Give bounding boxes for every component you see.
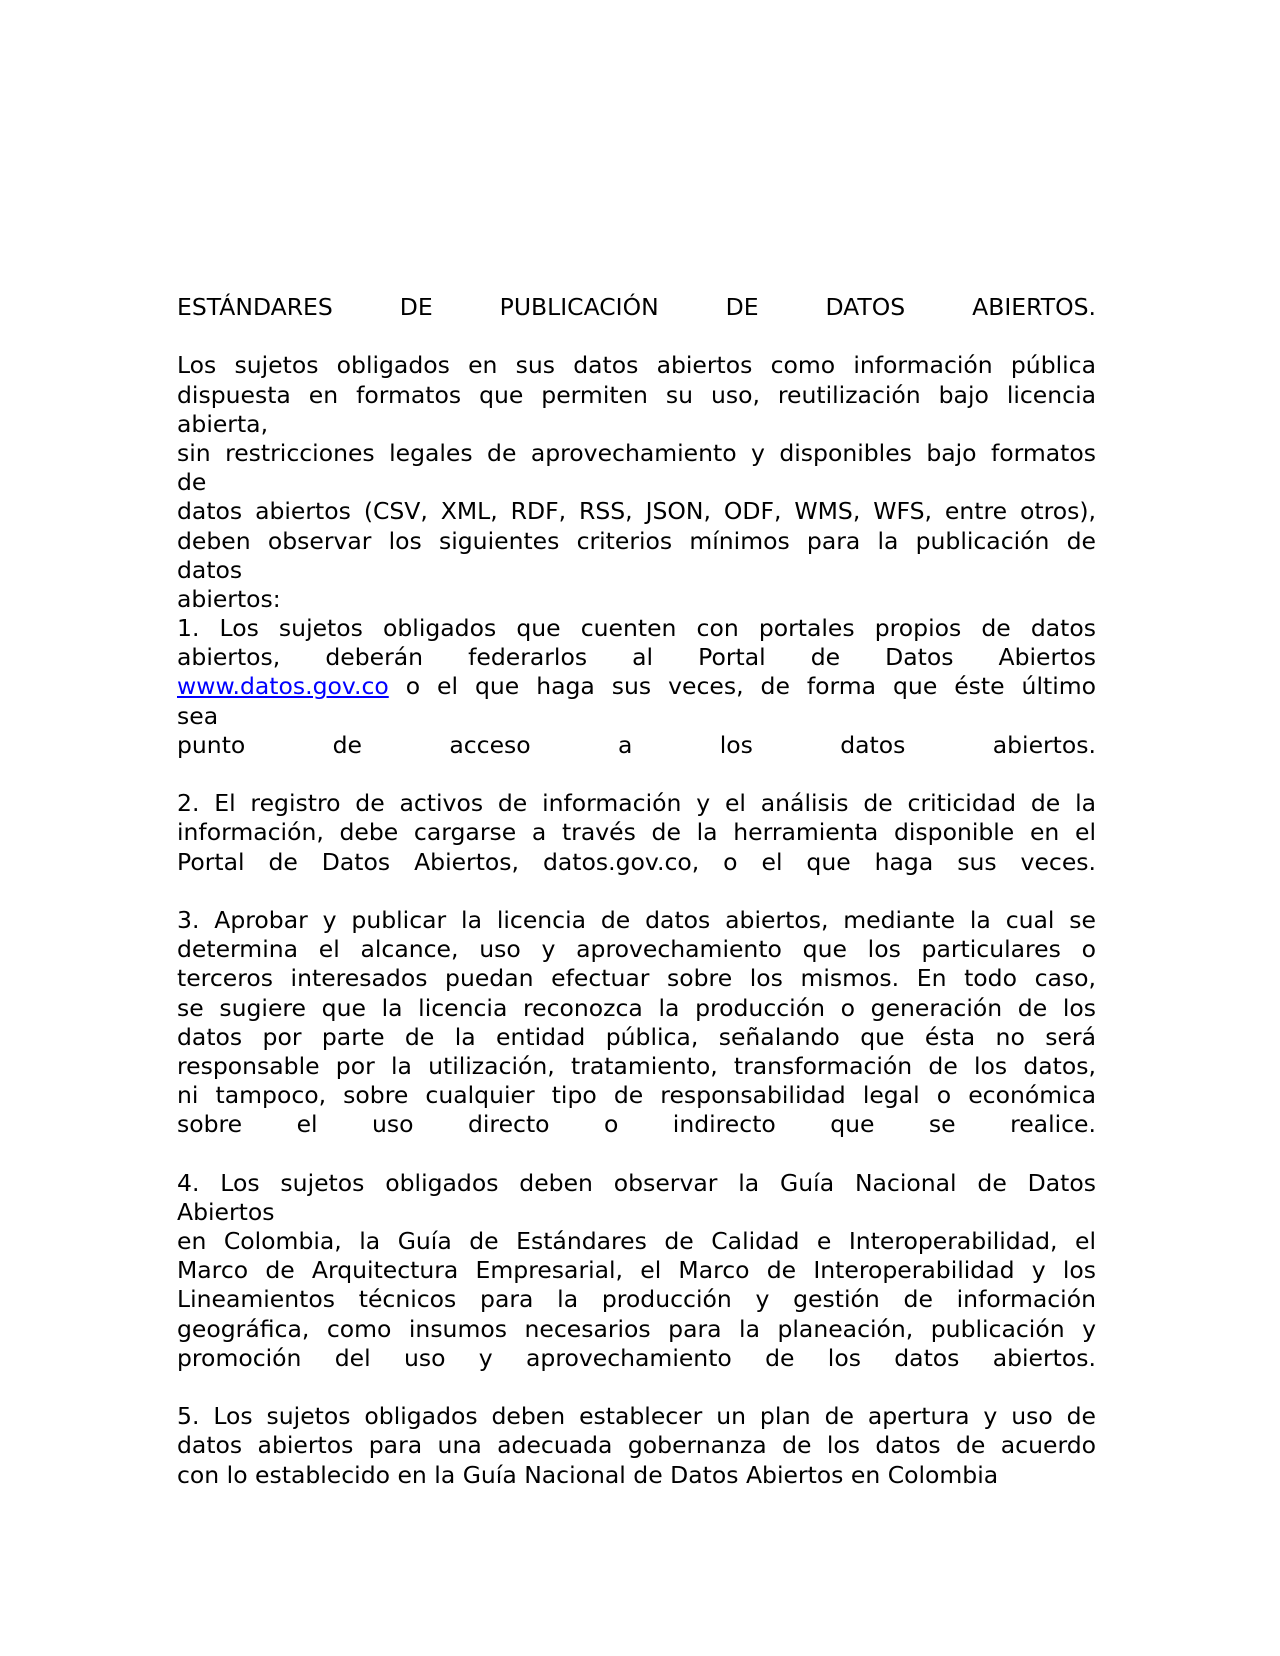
item4-line: Marco de Arquitectura Empresarial, el Marco de Interoperabilidad y los xyxy=(177,1256,1096,1285)
document-title: ESTÁNDARES DE PUBLICACIÓN DE DATOS ABIERTOS. xyxy=(177,293,1096,321)
intro-line: Los sujetos obligados en sus datos abiertos como información pública xyxy=(177,351,1096,380)
item3-line: 3. Aprobar y publicar la licencia de datos abiertos, mediante la cual se xyxy=(177,905,1096,934)
item5-line: con lo establecido en la Guía Nacional de Datos Abiertos en Colombia xyxy=(177,1460,999,1489)
item5-line: datos abiertos para una adecuada gobernanza de los datos de acuerdo xyxy=(177,1431,1096,1460)
item1-line: 1. Los sujetos obligados que cuenten con portales propios de datos xyxy=(177,614,1096,643)
intro-line: sin restricciones legales de aprovechamiento y disponibles bajo formatos xyxy=(177,438,1096,467)
item3-line: determina el alcance, uso y aprovechamiento que los particulares o xyxy=(177,935,1096,964)
item1-line: abiertos, deberán federarlos al Portal de Datos Abiertos xyxy=(177,643,1096,672)
item4-line: geográfica, como insumos necesarios para la planeación, publicación y xyxy=(177,1314,1096,1343)
item2-line: 2. El registro de activos de información y el análisis de criticidad de la xyxy=(177,789,1096,818)
item4-line: en Colombia, la Guía de Estándares de Calidad e Interoperabilidad, el xyxy=(177,1227,1096,1255)
blank-line xyxy=(177,1373,1096,1402)
item1-line: sea xyxy=(177,701,219,730)
item2-line: información, debe cargarse a través de la herramienta disponible en el xyxy=(177,818,1096,847)
blank-line xyxy=(177,760,1096,789)
item3-line: responsable por la utilización, tratamiento, transformación de los datos, xyxy=(177,1051,1096,1080)
item3-line: ni tampoco, sobre cualquier tipo de responsabilidad legal o económica xyxy=(177,1081,1096,1110)
datos-gov-link[interactable]: www.datos.gov.co xyxy=(177,672,389,701)
item3-line: se sugiere que la licencia reconozca la producción o generación de los xyxy=(177,993,1096,1022)
item1-line-with-link xyxy=(177,672,1096,701)
item4-line: promoción del uso y aprovechamiento de los datos abiertos. xyxy=(177,1343,1096,1372)
item4-line: Abiertos xyxy=(177,1197,275,1226)
intro-line: datos xyxy=(177,555,243,584)
blank-line xyxy=(177,1139,1096,1168)
document-body xyxy=(177,293,1096,1490)
item2-line: Portal de Datos Abiertos, datos.gov.co, o el que haga sus veces. xyxy=(177,847,1096,876)
item3-line: sobre el uso directo o indirecto que se realice. xyxy=(177,1110,1096,1139)
blank-line xyxy=(177,322,1096,351)
intro-line: datos abiertos (CSV, XML, RDF, RSS, JSON, ODF, WMS, WFS, entre otros), xyxy=(177,497,1096,526)
intro-line: abierta, xyxy=(177,409,269,438)
intro-line: de xyxy=(177,468,207,497)
intro-line: dispuesta en formatos que permiten su uso, reutilización bajo licencia xyxy=(177,380,1096,409)
item1-line-rest: o el que haga sus veces, de forma que éste último xyxy=(388,672,1096,701)
blank-line xyxy=(177,877,1096,906)
intro-line: abiertos: xyxy=(177,584,281,613)
item1-line: punto de acceso a los datos abiertos. xyxy=(177,730,1096,759)
intro-line: deben observar los siguientes criterios mínimos para la publicación de xyxy=(177,526,1096,555)
item3-line: datos por parte de la entidad pública, señalando que ésta no será xyxy=(177,1022,1096,1051)
item4-line: Lineamientos técnicos para la producción y gestión de información xyxy=(177,1285,1096,1314)
item4-line: 4. Los sujetos obligados deben observar la Guía Nacional de Datos xyxy=(177,1168,1096,1197)
item5-line: 5. Los sujetos obligados deben establecer un plan de apertura y uso de xyxy=(177,1402,1096,1431)
item3-line: terceros interesados puedan efectuar sobre los mismos. En todo caso, xyxy=(177,964,1096,993)
